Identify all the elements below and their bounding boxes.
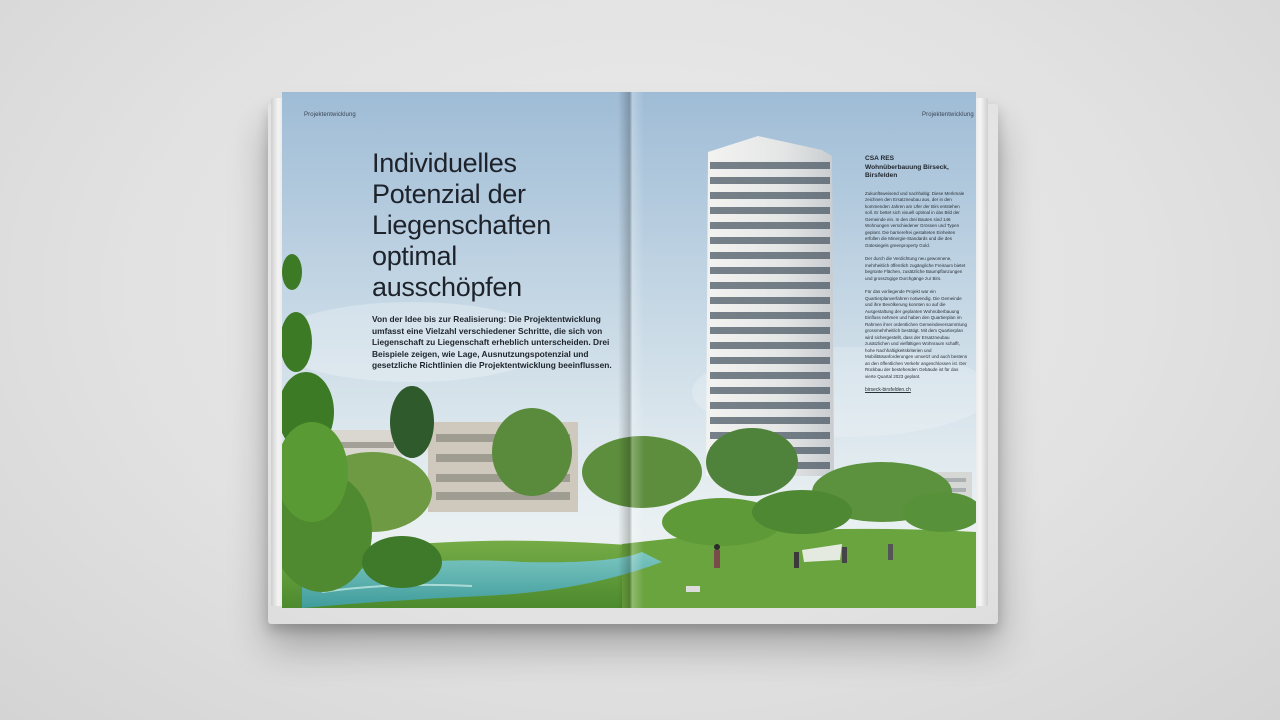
tower-floor-windows [710, 357, 830, 364]
headline-line: Potenzial der [372, 179, 526, 209]
headline-line: ausschöpfen [372, 272, 522, 302]
article-lead: Von der Idee bis zur Realisierung: Die Projektentwicklung umfasst eine Vielzahl verschiedener Schritte, die sich von Liegenschaft zu Liegenschaft erheblich unterscheiden. Drei Beispiele zeigen, wie Lage, Ausnutzungspotenzial und gesetzliche Richtlinien die Projektentwicklung beeinflussen. [372, 314, 612, 371]
headline-line: Individuelles [372, 148, 517, 178]
tower-floor-windows [710, 222, 830, 229]
tower-floor-windows [710, 207, 830, 214]
page-stack-right [975, 98, 988, 606]
headline-line: Liegenschaften [372, 210, 551, 240]
tower-floor-windows [710, 192, 830, 199]
project-website-link[interactable]: birseck-birsfelden.ch [865, 387, 911, 394]
article-headline [372, 148, 602, 303]
project-title [865, 155, 969, 181]
tower-floor-windows [710, 252, 830, 259]
running-head-left: Projektentwicklung [304, 112, 356, 118]
tower-floor-windows [710, 327, 830, 334]
project-sidebar [865, 155, 969, 393]
tower-floor-windows [710, 372, 830, 379]
tower-floor-windows [710, 387, 830, 394]
project-paragraph: Für das vorliegende Projekt war ein Quartierplanverfahren notwendig. Die Gemeinde und ihre Bevölkerung konnten so auf die Ausgestaltung der geplanten Wohnüberbauung Einfluss nehmen und haben den Quartierplan im Rahmen ihrer ordentlichen Gemeindeversammlung grossmehrheitlich bestätigt. Mit dem Quartierplan wird sichergestellt, dass der Ersatzneubau zusätzlichen und vielfältigen Wohnraum schafft, hohe Nachhaltigkeitskriterien und Mobilitätsanforderungen umsetzt und auch bestens an den öffentlichen Verkehr angeschlossen ist. Der Rückbau der bestehenden Gebäude ist für das vierte Quartal 2023 geplant. [865, 289, 968, 379]
running-head-right: Projektentwicklung [922, 112, 974, 118]
tower-floor-windows [710, 162, 830, 169]
tower-floor-windows [710, 312, 830, 319]
headline-line: optimal [372, 241, 457, 271]
tower-floor-windows [710, 342, 830, 349]
tower-floor-windows [710, 267, 830, 274]
residential-tower [706, 136, 834, 476]
tower-floor-windows [710, 297, 830, 304]
tower-floor-windows [710, 402, 830, 409]
tower-floor-windows [710, 177, 830, 184]
tower-floor-windows [710, 417, 830, 424]
project-paragraph: Zukunftsweisend und nachhaltig: Diese Merkmale zeichnen den Ersatzneubau aus, der in den kommenden Jahren am Ufer der Birs entstehen soll. Er bettet sich visuell optimal in das Bild der Gemeinde ein. In den drei Bauten sind 146 Wohnungen verschiedener Grössen und Typen geplant. Die barrierefrei gestalteten Einheiten erfüllen die Minergie-Standards und die des Gütesiegels greenproperty Gold. [865, 190, 965, 248]
tower-floor-windows [710, 282, 830, 289]
project-title-line: CSA RES [865, 155, 895, 162]
project-paragraph: Der durch die Verdichtung neu gewonnene, mehrheitlich öffentlich zugängliche Freiraum bietet begrünte Flächen, zusätzliche Baumpflanzungen und grosszügige Durchgänge zur Birs. [865, 256, 966, 281]
project-title-line: Birsfelden [865, 172, 898, 180]
magazine-spread [282, 92, 976, 608]
tower-floor-windows [710, 237, 830, 244]
project-title-line: Wohnüberbauung Birseck, [865, 163, 949, 171]
